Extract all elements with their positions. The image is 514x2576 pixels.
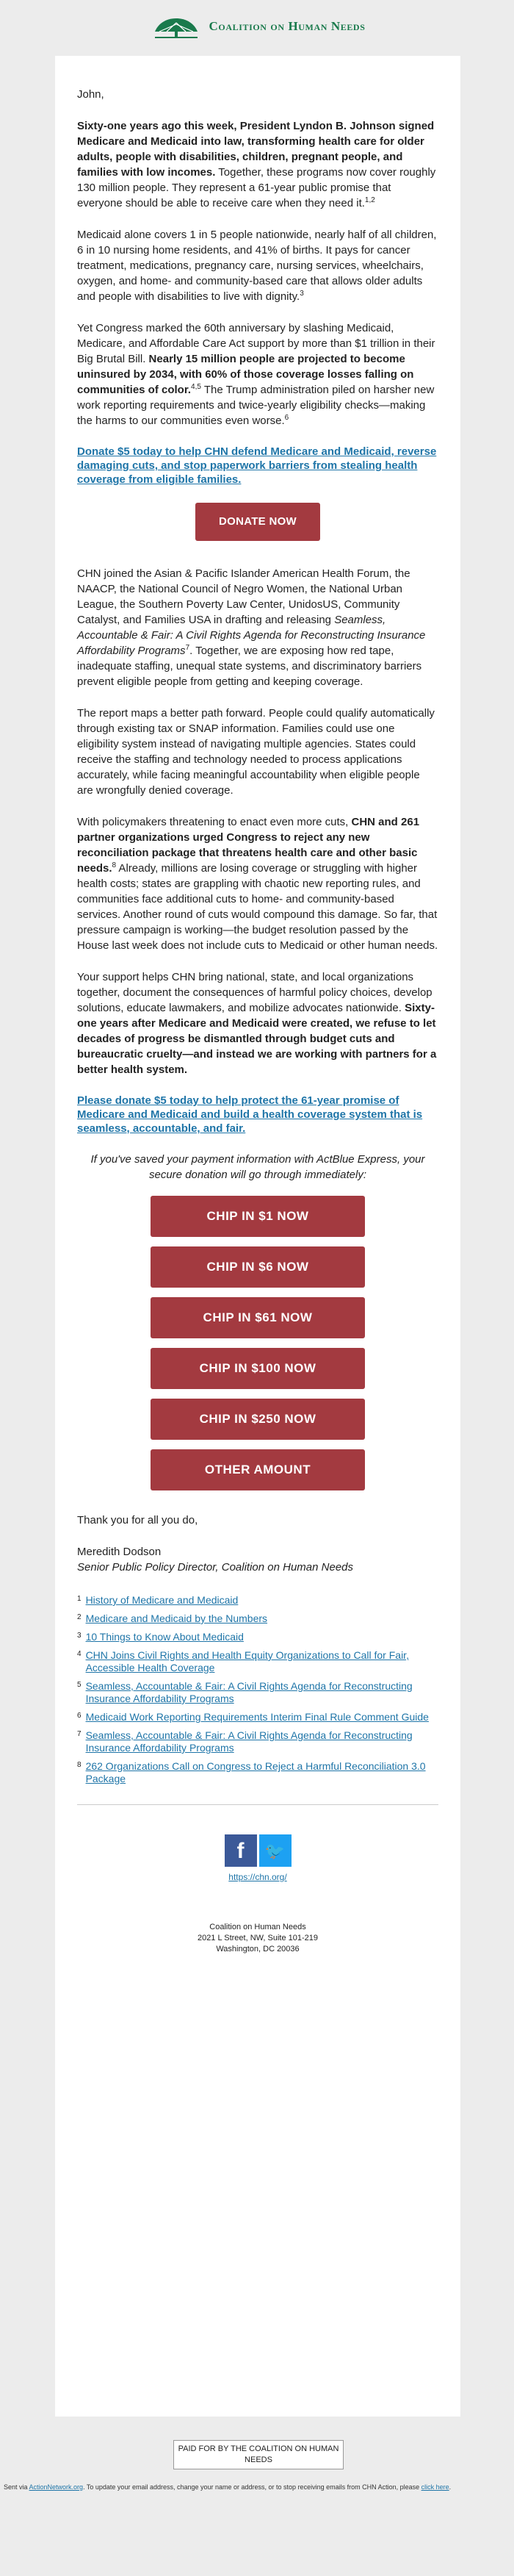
donate-link-2[interactable]: Please donate $5 today to help protect the 61-year promise of Medicare and Medicaid and build a health coverage system that is seamless, accountable, and fair. [77,1094,423,1135]
greeting: John, [77,88,104,101]
chip-in-61-button[interactable]: CHIP IN $61 NOW [151,1297,365,1338]
bottom-text: . [449,2483,452,2491]
policymakers-bold-text: CHN and 261 partner organizations urged Congress to reject any new reconciliation package that threatens health care and other basic needs. [77,816,420,875]
support-bold-text: Sixty-one years after Medicare and Medicaid were created, we refuse to let decades of progress be dismantled through budget cuts and bureaucratic cruelty—and instead we are working with partners for a better health system. [77,1002,437,1076]
unsubscribe-line [0,2483,514,2491]
report-title: Seamless, Accountable & Fair: A Civil Rights Agenda for Reconstructing Insurance Affordability Programs [77,614,426,657]
footnote-number: 6 [77,1712,82,1720]
footnotes-list [77,1594,438,1785]
paragraph-coalition [77,566,438,689]
intro-bold-text: Sixty-one years ago this week, President Lyndon B. Johnson signed Medicare and Medicaid into law, transforming health care for older adults, people with disabilities, children, pregnant people, and families with low incomes. [77,120,435,179]
footnote-number: 8 [77,1761,82,1769]
footnote-number: 5 [77,1681,82,1689]
footnote-ref: 8 [112,861,117,869]
congress-text: Yet Congress marked the 60th anniversary by slashing Medicaid, Medicare, and Affordable Care Act support by more than $1 trillion in their Big Brutal Bill. [77,322,435,365]
coalition-text-2: . Together, we are exposing how red tape, inadequate staffing, unequal state systems, and discriminatory barriers prevent eligible people from getting and keeping coverage. [77,645,422,688]
footnote-link[interactable]: Seamless, Accountable & Fair: A Civil Rights Agenda for Reconstructing Insurance Affordability Programs [85,1680,413,1704]
social-links [77,1834,438,1867]
footnote-ref: 7 [185,644,190,652]
footnote-item [77,1729,438,1754]
intro-text: Together, these programs now cover roughly 130 million people. They represent a 61-year public promise that everyone should be able to receive care when they need it. [77,166,436,209]
footnote-ref: 4,5 [191,383,201,391]
address-line: Washington, DC 20036 [216,1945,300,1953]
coalition-text: CHN joined the Asian & Pacific Islander American Health Forum, the NAACP, the National Council of Negro Women, the National Urban League, the Southern Poverty Law Center, UnidosUS, Community Catalyst, and Families USA in drafting and releasing [77,567,410,626]
address-line: Coalition on Human Needs [209,1923,306,1931]
paragraph-congress [77,320,438,428]
paid-for-by-box: PAID FOR BY THE COALITION ON HUMAN NEEDS [173,2440,344,2469]
twitter-icon[interactable]: 🐦 [259,1834,292,1867]
footnote-item [77,1760,438,1785]
footnote-item [77,1631,438,1643]
footnote-number: 2 [77,1613,82,1621]
policymakers-text: With policymakers threatening to enact even more cuts, [77,816,352,828]
footnote-number: 7 [77,1730,82,1738]
tree-logo-icon [149,14,203,39]
footnote-number: 4 [77,1650,82,1658]
footnote-link[interactable]: History of Medicare and Medicaid [85,1594,239,1606]
signer-title: Senior Public Policy Director, Coalition on Human Needs [77,1561,354,1574]
policymakers-text-2: Already, millions are losing coverage or struggling with higher health costs; states are grappling with chaotic new reporting rules, and communities face additional cuts to home- and community-based services. Another round of cuts would compound this damage. So far, that pressure campaign is working—the budget resolution passed by the House last week does not include cuts to Medicaid or other human needs. [77,862,438,952]
chip-in-1-button[interactable]: CHIP IN $1 NOW [151,1196,365,1237]
donate-link-1[interactable]: Donate $5 today to help CHN defend Medicare and Medicaid, reverse damaging cuts, and stop paperwork barriers from stealing health coverage from eligible families. [77,445,437,486]
paragraph-support [77,969,438,1077]
actionnetwork-link[interactable]: ActionNetwork.org [29,2483,84,2491]
email-header [0,0,514,53]
footnote-link[interactable]: Medicare and Medicaid by the Numbers [85,1612,268,1624]
chip-in-100-button[interactable]: CHIP IN $100 NOW [151,1348,365,1389]
congress-bold-text: Nearly 15 million people are projected to become uninsured by 2034, with 60% of those coverage losses falling on communities of color. [77,353,414,396]
unsubscribe-link[interactable]: click here [421,2483,449,2491]
footnote-ref: 6 [284,414,289,422]
footnote-item [77,1649,438,1674]
actblue-note: If you've saved your payment information with ActBlue Express, your secure donation will go through immediately: [90,1153,425,1181]
org-name-logo: Coalition on Human Needs [209,19,366,33]
footnote-link[interactable]: Medicaid Work Reporting Requirements Interim Final Rule Comment Guide [85,1711,429,1723]
footnote-ref: 3 [300,290,304,298]
footnote-link[interactable]: 10 Things to Know About Medicaid [85,1631,244,1643]
footnote-ref: 1,2 [364,196,375,204]
footnote-link[interactable]: CHN Joins Civil Rights and Health Equity Organizations to Call for Fair, Accessible Health Coverage [85,1649,409,1673]
footnote-number: 1 [77,1595,82,1603]
footnote-link[interactable]: Seamless, Accountable & Fair: A Civil Rights Agenda for Reconstructing Insurance Affordability Programs [85,1729,413,1754]
facebook-icon[interactable]: f [225,1834,257,1867]
footnote-item [77,1612,438,1625]
email-card [55,56,460,2417]
address-line: 2021 L Street, NW, Suite 101-219 [197,1934,319,1942]
donate-now-button[interactable]: DONATE NOW [195,503,320,541]
support-text: Your support helps CHN bring national, state, and local organizations together, document the consequences of harmful policy choices, develop solutions, educate lawmakers, and mobilize advocates nationwide. [77,971,432,1014]
footnote-link[interactable]: 262 Organizations Call on Congress to Reject a Harmful Reconciliation 3.0 Package [85,1760,426,1784]
paragraph-intro [77,118,438,211]
chip-in-6-button[interactable]: CHIP IN $6 NOW [151,1246,365,1288]
chip-in-250-button[interactable]: CHIP IN $250 NOW [151,1399,365,1440]
paragraph-policymakers [77,814,438,953]
footer-divider [77,1804,438,1805]
signoff: Thank you for all you do, [77,1514,198,1526]
website-link[interactable]: https://chn.org/ [228,1872,287,1882]
footnote-number: 3 [77,1632,82,1640]
medicaid-text: Medicaid alone covers 1 in 5 people nationwide, nearly half of all children, 6 in 10 nursing home residents, and 41% of births. It pays for cancer treatment, medications, pregnancy care, nursing services, wheelchairs, oxygen, and home- and community-based care that allows older adults and people with disabilities to live with dignity. [77,229,437,303]
bottom-text: Sent via [4,2483,29,2491]
congress-text-2: The Trump administration piled on harsher new work reporting requirements and twice-yearly eligibility checks—making the harms to our communities even worse. [77,384,435,427]
paragraph-report: The report maps a better path forward. People could qualify automatically through existing tax or SNAP information. Families could use one eligibility system instead of navigating multiple agencies. States could receive the staffing and technology needed to process applications accurately, while facing meaningful accountability when eligible people are wrongfully denied coverage. [77,707,435,797]
other-amount-button[interactable]: OTHER AMOUNT [151,1449,365,1490]
footnote-item [77,1711,438,1723]
mailing-address [77,1922,438,1955]
bottom-text: . To update your email address, change your name or address, or to stop receiving emails from CHN Action, please [83,2483,421,2491]
footnote-item [77,1594,438,1607]
footnote-item [77,1680,438,1705]
signer-name: Meredith Dodson [77,1546,162,1558]
paragraph-medicaid [77,227,438,304]
